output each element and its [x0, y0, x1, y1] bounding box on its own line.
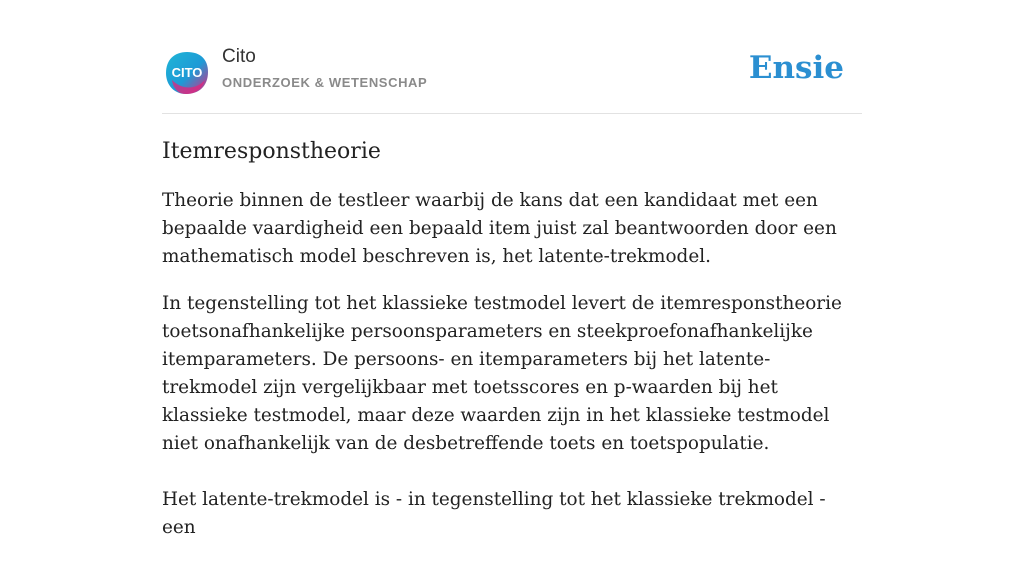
article-paragraph: Het latente-trekmodel is - in tegenstelling tot het klassieke trekmodel - een [162, 489, 826, 538]
org-subtitle: ONDERZOEK & WETENSCHAP [222, 75, 428, 90]
logo-text: CITO [171, 65, 203, 80]
org-name[interactable]: Cito [222, 46, 256, 67]
article-title: Itemresponstheorie [162, 139, 381, 164]
article [162, 135, 862, 561]
article-paragraph: In tegenstelling tot het klassieke testmodel levert de itemresponstheorie toetsonafhankelijke persoonsparameters en steekproefonafhankelijke itemparameters. De persoons- en itemparameters bij het latente-trekmodel zijn vergelijkbaar met toetsscores en p-waarden bij het klassieke testmodel, maar deze waarden zijn in het klassieke testmodel niet onafhankelijk van de desbetreffende toets en toetspopulatie. [162, 293, 842, 454]
article-paragraph: Theorie binnen de testleer waarbij de kans dat een kandidaat met een bepaalde vaardigheid een bepaald item juist zal beantwoorden door een mathematisch model beschreven is, het latente-trekmodel. [162, 190, 837, 267]
ensie-logo[interactable]: Ensie [748, 50, 844, 86]
cito-logo-icon[interactable] [164, 50, 210, 96]
site-header [162, 40, 862, 114]
